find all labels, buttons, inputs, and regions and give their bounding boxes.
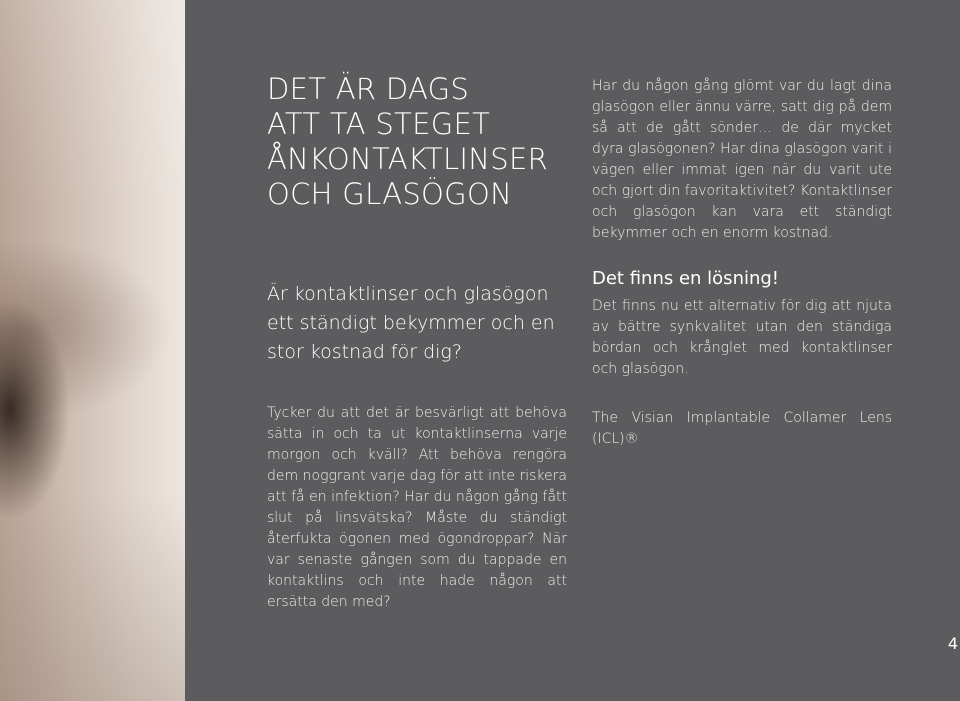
right-column xyxy=(592,76,892,450)
left-column xyxy=(267,72,567,613)
subtitle: Är kontaktlinser och glasögon ett ständigt bekymmer och en stor kostnad för dig? xyxy=(267,283,555,363)
right-paragraph-1: Har du någon gång glömt var du lagt dina glasögon eller ännu värre, satt dig på dem så att de gått sönder… de där mycket dyra glasögonen? Har dina glasögon varit i vägen eller immat igen när du varit ute och gjort din favoritaktivitet? Kontaktlinser och glasögon kan vara ett ständigt bekymmer och en enorm kostnad. xyxy=(592,78,892,241)
page-number: 4 xyxy=(947,634,958,653)
left-paragraph: Tycker du att det är besvärligt att behöva sätta in och ta ut kontaktlinserna varje morgon och kväll? Att behöva rengöra dem noggrant varje dag för att inte riskera att få en infektion? Har du någon gång fått slut på linsvätska? Måste du ständigt återfukta ögonen med ögondroppar? När var senaste gången som du tappade en kontaktlins och inte hade någon att ersätta den med? xyxy=(267,405,567,610)
photo-shade xyxy=(0,0,185,701)
page-title: DET ÄR DAGS ATT TA STEGET ÅNKONTAKTLINSER OCH GLASÖGON xyxy=(267,72,549,211)
solution-heading: Det finns en lösning! xyxy=(592,268,780,289)
right-paragraph-2: Det finns nu ett alternativ för dig att njuta av bättre synkvalitet utan den ständiga bördan och krånglet med kontaktlinser och glasögon. xyxy=(592,298,892,377)
lens-name: The Visian Implantable Collamer Lens (ICL)® xyxy=(592,410,892,447)
eye-photo xyxy=(0,0,185,701)
